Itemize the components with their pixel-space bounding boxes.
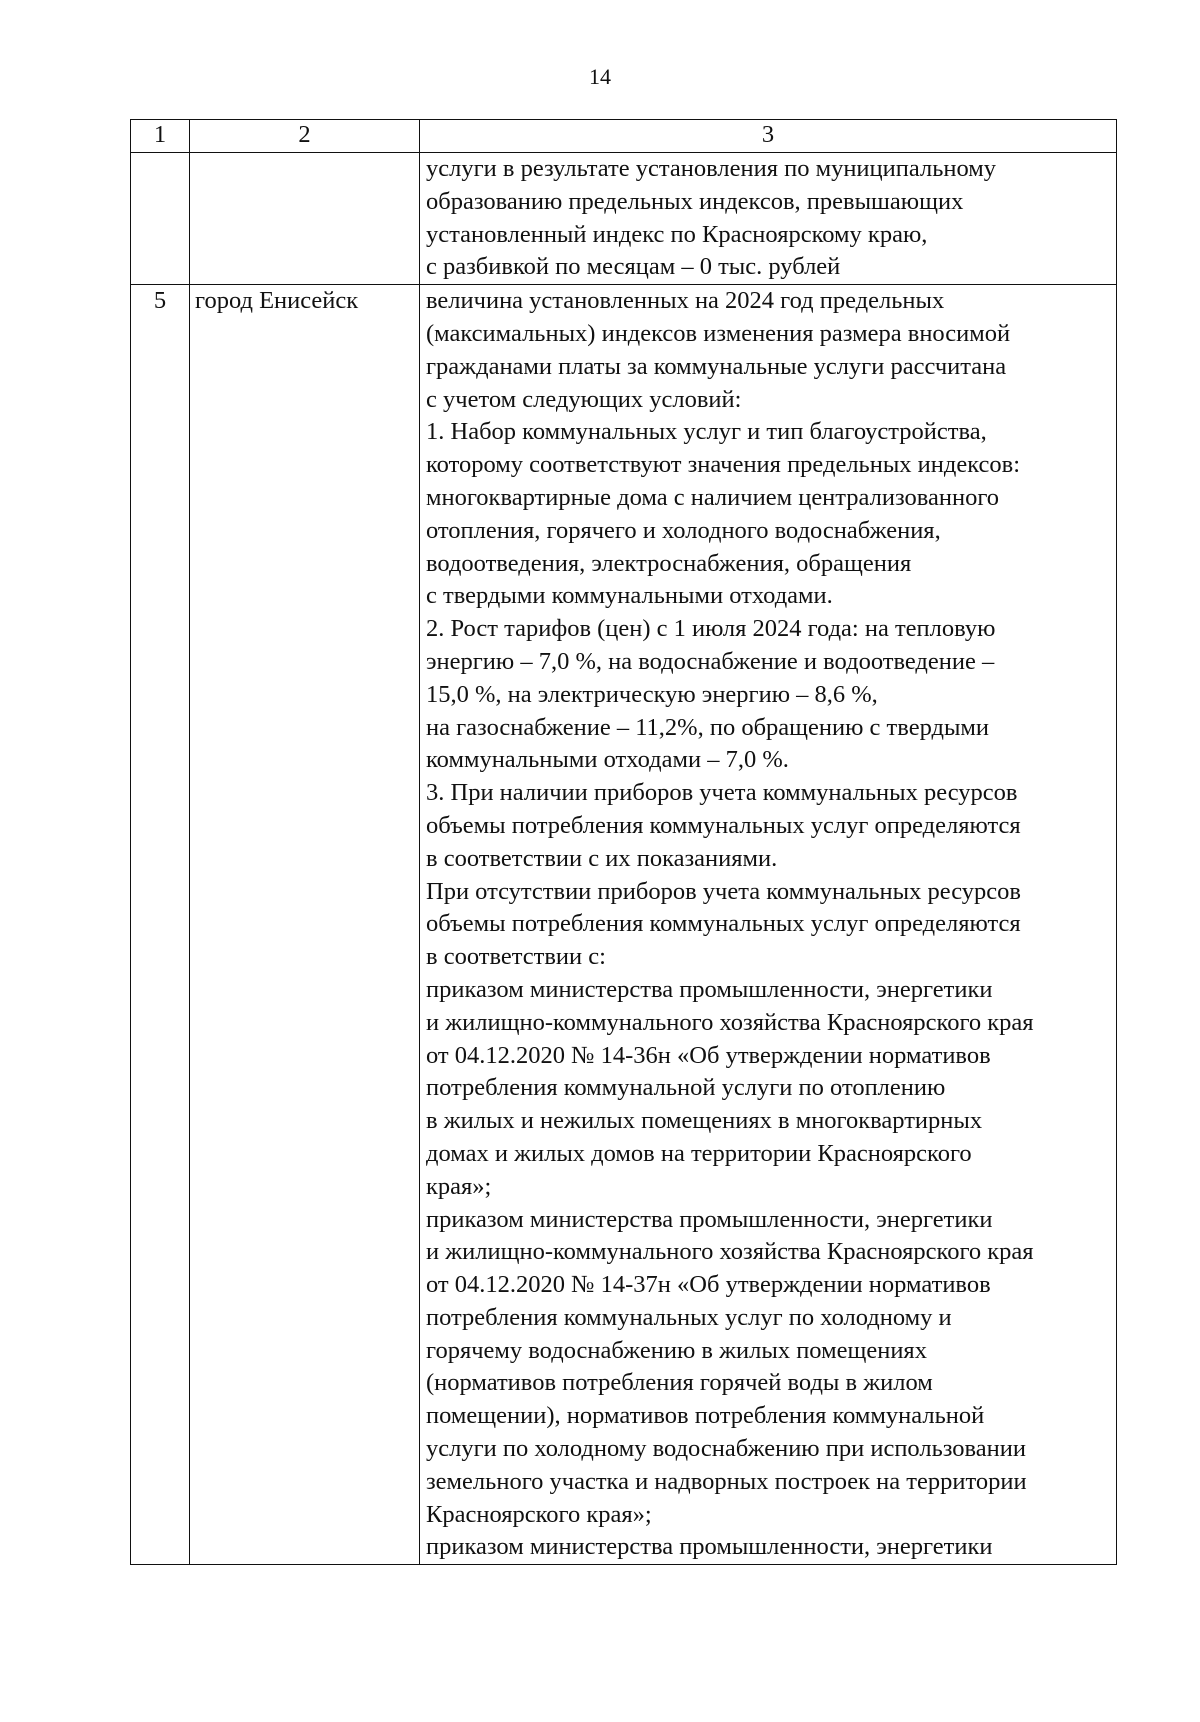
table-header-row [131, 120, 1117, 153]
text-line: При отсутствии приборов учета коммунальных ресурсов [426, 877, 1021, 905]
description-cell [420, 285, 1117, 1565]
text-line: в соответствии с их показаниями. [426, 844, 778, 872]
text-line: 3. При наличии приборов учета коммунальных ресурсов [426, 779, 1018, 807]
text-line: и жилищно-коммунального хозяйства Красноярского края [426, 1238, 1034, 1266]
text-line: многоквартирные дома с наличием централизованного [426, 483, 1000, 511]
text-line: потребления коммунальных услуг по холодному и [426, 1303, 952, 1331]
text-line: горячему водоснабжению в жилых помещениях [426, 1336, 927, 1364]
text-line: 2. Рост тарифов (цен) с 1 июля 2024 года: на тепловую [426, 615, 996, 643]
text-line: установленный индекс по Красноярскому краю, [426, 220, 928, 248]
text-line: от 04.12.2020 № 14-37н «Об утверждении нормативов [426, 1271, 991, 1299]
text-line: коммунальными отходами – 7,0 %. [426, 746, 789, 774]
text-line: и жилищно-коммунального хозяйства Красноярского края [426, 1008, 1034, 1036]
column-header-1: 1 [131, 120, 190, 153]
text-line: энергию – 7,0 %, на водоснабжение и водоотведение – [426, 647, 995, 675]
text-line: объемы потребления коммунальных услуг определяются [426, 811, 1021, 839]
text-line: 1. Набор коммунальных услуг и тип благоустройства, [426, 418, 987, 446]
column-header-2: 2 [190, 120, 420, 153]
text-line: Красноярского края»; [426, 1500, 652, 1528]
text-line: водоотведения, электроснабжения, обращения [426, 549, 912, 577]
text-line: приказом министерства промышленности, энергетики [426, 975, 993, 1003]
text-line: с учетом следующих условий: [426, 385, 742, 413]
text-line: помещении), нормативов потребления коммунальной [426, 1402, 985, 1430]
page-number: 14 [589, 64, 611, 89]
row-number-cell [131, 153, 190, 285]
description-cell [420, 153, 1117, 285]
text-line: (максимальных) индексов изменения размера вносимой [426, 319, 1011, 347]
municipality-cell [190, 153, 420, 285]
text-line: отопления, горячего и холодного водоснабжения, [426, 516, 941, 544]
table-row-continued [131, 153, 1117, 285]
text-line: приказом министерства промышленности, энергетики [426, 1533, 993, 1561]
text-line: приказом министерства промышленности, энергетики [426, 1205, 993, 1233]
text-line: величина установленных на 2024 год предельных [426, 287, 945, 315]
municipality-cell: город Енисейск [190, 285, 420, 1565]
text-line: домах и жилых домов на территории Красноярского [426, 1139, 972, 1167]
text-line: потребления коммунальной услуги по отоплению [426, 1074, 946, 1102]
text-line: услуги по холодному водоснабжению при использовании [426, 1435, 1026, 1463]
table-row-5 [131, 285, 1117, 1565]
text-line: в соответствии с: [426, 943, 606, 971]
text-line: с твердыми коммунальными отходами. [426, 582, 833, 610]
column-header-3: 3 [420, 120, 1117, 153]
text-line: земельного участка и надворных построек на территории [426, 1467, 1027, 1495]
row-number-cell: 5 [131, 285, 190, 1565]
text-line: которому соответствуют значения предельных индексов: [426, 451, 1021, 479]
text-line: в жилых и нежилых помещениях в многоквартирных [426, 1107, 983, 1135]
document-table [130, 119, 1117, 1565]
text-line: гражданами платы за коммунальные услуги рассчитана [426, 352, 1007, 380]
text-line: на газоснабжение – 11,2%, по обращению с твердыми [426, 713, 990, 741]
text-line: края»; [426, 1172, 492, 1200]
text-line: образованию предельных индексов, превышающих [426, 187, 964, 215]
text-line: от 04.12.2020 № 14-36н «Об утверждении нормативов [426, 1041, 991, 1069]
text-line: объемы потребления коммунальных услуг определяются [426, 910, 1021, 938]
text-line: услуги в результате установления по муниципальному [426, 155, 997, 182]
text-line: с разбивкой по месяцам – 0 тыс. рублей [426, 253, 841, 281]
text-line: (нормативов потребления горячей воды в жилом [426, 1369, 933, 1397]
text-line: 15,0 %, на электрическую энергию – 8,6 %, [426, 680, 878, 708]
